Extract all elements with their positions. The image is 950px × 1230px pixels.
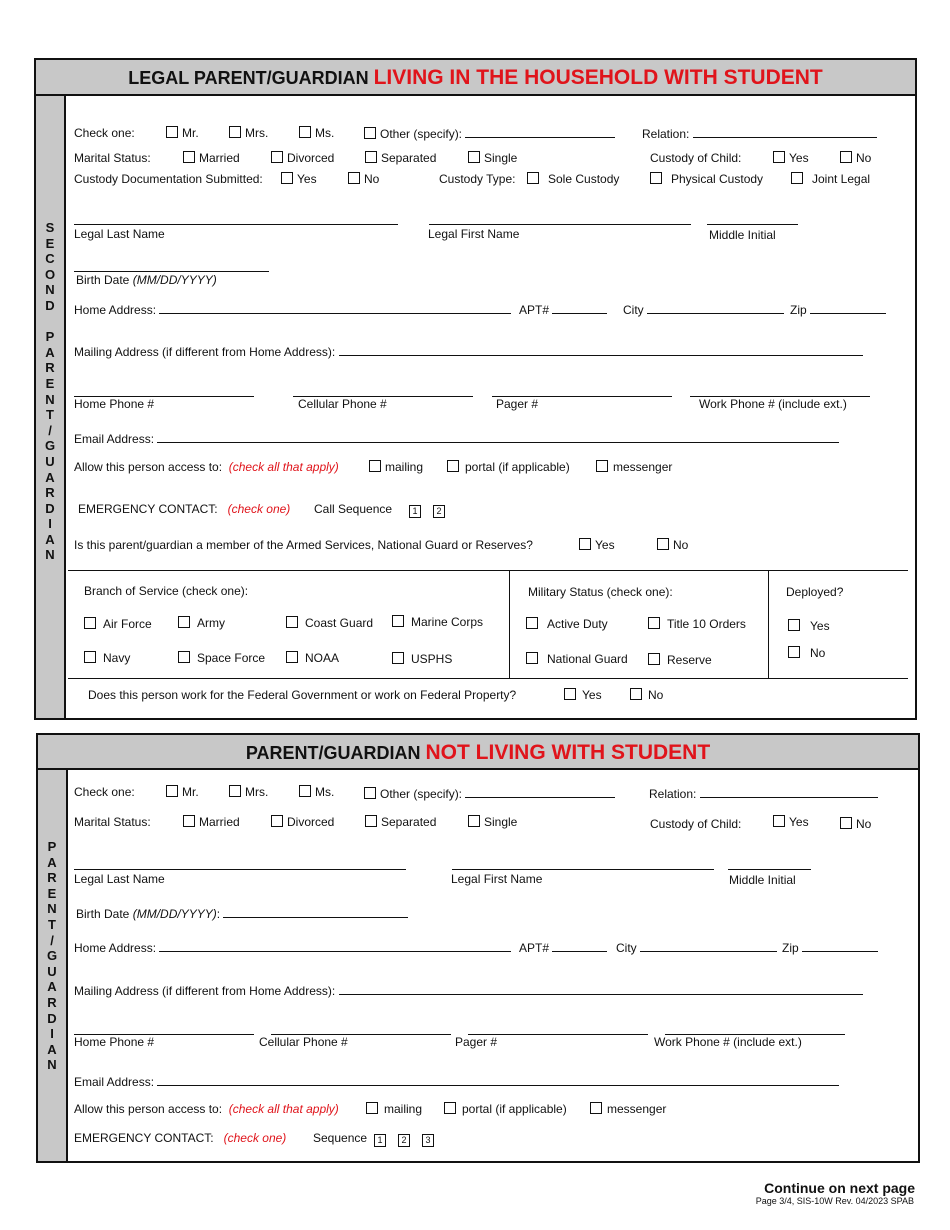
city-field[interactable]: City <box>616 940 777 955</box>
section-header <box>36 60 915 96</box>
relation-field[interactable]: Relation: <box>649 786 878 801</box>
sidebar-letter: U <box>45 453 55 469</box>
sequence-label: Sequence <box>313 1131 368 1145</box>
status-active-duty[interactable]: Active Duty <box>526 617 608 631</box>
sidebar-letter: R <box>45 360 55 376</box>
header-title: PARENT/GUARDIAN <box>245 743 426 763</box>
custody-no[interactable]: No <box>840 151 871 165</box>
sidebar-letter: I <box>50 1026 54 1042</box>
sequence-2[interactable]: 2 <box>398 1134 410 1147</box>
checkbox[interactable] <box>364 127 376 139</box>
custody-type-label: Custody Type: <box>439 172 516 186</box>
marital-status-label: Marital Status: <box>74 815 151 829</box>
title-mr[interactable]: Mr. <box>166 126 199 140</box>
status-title-10[interactable]: Title 10 Orders <box>648 617 746 631</box>
work-phone-label: Work Phone # (include ext.) <box>654 1035 802 1049</box>
access-portal[interactable]: portal (if applicable) <box>444 1102 567 1116</box>
home-phone-label: Home Phone # <box>74 397 155 411</box>
military-table-bottom <box>68 678 908 679</box>
branch-air-force[interactable]: Air Force <box>84 617 152 631</box>
sidebar-letter: D <box>47 1010 57 1026</box>
sidebar-letter: N <box>47 1057 57 1073</box>
custody-yes[interactable]: Yes <box>773 815 809 829</box>
legal-last-name-label: Legal Last Name <box>74 872 165 886</box>
branch-navy[interactable]: Navy <box>84 651 130 665</box>
mailing-address-field[interactable]: Mailing Address (if different from Home Address): <box>74 344 863 359</box>
sidebar-letter: A <box>45 344 55 360</box>
deployed-label: Deployed? <box>786 585 844 599</box>
sidebar-letter: N <box>45 547 55 563</box>
middle-initial-field[interactable] <box>728 869 811 870</box>
branch-usphs[interactable]: USPHS <box>392 652 452 666</box>
sidebar-letter <box>36 314 64 330</box>
branch-army[interactable]: Army <box>178 616 225 630</box>
sidebar-letter: C <box>45 251 55 267</box>
first-name-field[interactable] <box>429 224 691 225</box>
sidebar-letter: P <box>45 329 55 345</box>
sidebar-letter: N <box>47 901 57 917</box>
sidebar-letter: R <box>45 485 55 501</box>
branch-label: Branch of Service (check one): <box>84 584 249 598</box>
sidebar-letter: N <box>45 282 55 298</box>
emergency-contact-label: EMERGENCY CONTACT: (check one) <box>78 502 291 516</box>
access-messenger[interactable]: messenger <box>590 1102 666 1116</box>
armed-no[interactable]: No <box>657 538 688 552</box>
branch-coast-guard[interactable]: Coast Guard <box>286 616 373 630</box>
federal-question: Does this person work for the Federal Government or work on Federal Property? <box>88 688 517 702</box>
apt-field[interactable]: APT# <box>519 302 607 317</box>
custody-type-joint[interactable]: Joint Legal <box>791 172 870 186</box>
title-other[interactable]: Other (specify): <box>364 126 615 141</box>
sidebar-letter: R <box>47 994 57 1010</box>
military-status-label: Military Status (check one): <box>528 585 673 599</box>
military-table-top <box>68 570 908 571</box>
deployed-yes[interactable]: Yes <box>788 619 830 633</box>
email-field[interactable]: Email Address: <box>74 1074 839 1089</box>
pager-label: Pager # <box>496 397 539 411</box>
custody-doc-yes[interactable]: Yes <box>281 172 317 186</box>
birth-date-field[interactable]: Birth Date (MM/DD/YYYY): <box>76 906 408 921</box>
zip-field[interactable]: Zip <box>782 940 878 955</box>
sidebar-letter: N <box>45 391 55 407</box>
last-name-field[interactable] <box>74 224 398 225</box>
access-portal[interactable]: portal (if applicable) <box>447 460 570 474</box>
allow-access-label: Allow this person access to: (check all that apply) <box>74 1102 339 1116</box>
sidebar-letter: G <box>46 948 58 964</box>
branch-marine-corps[interactable]: Marine Corps <box>392 615 483 629</box>
marital-separated[interactable]: Separated <box>365 151 436 165</box>
sequence-options[interactable] <box>374 1132 446 1147</box>
sidebar-letter: U <box>47 963 57 979</box>
marital-married[interactable]: Married <box>183 151 240 165</box>
title-mrs[interactable]: Mrs. <box>229 126 268 140</box>
emergency-contact-label: EMERGENCY CONTACT: (check one) <box>74 1131 287 1145</box>
home-address-field[interactable]: Home Address: <box>74 302 511 317</box>
title-other[interactable]: Other (specify): <box>364 786 615 801</box>
header-title-highlight: LIVING IN THE HOUSEHOLD WITH STUDENT <box>373 66 823 89</box>
marital-divorced[interactable]: Divorced <box>271 151 334 165</box>
sidebar-letter: E <box>45 375 55 391</box>
relation-field[interactable]: Relation: <box>642 126 877 141</box>
marital-separated[interactable]: Separated <box>365 815 436 829</box>
military-divider-2 <box>768 570 769 678</box>
cell-phone-label: Cellular Phone # <box>259 1035 348 1049</box>
federal-no[interactable]: No <box>630 688 663 702</box>
call-sequence-options[interactable] <box>409 503 457 518</box>
status-national-guard[interactable]: National Guard <box>526 652 628 666</box>
sidebar-letter: R <box>47 870 57 886</box>
custody-of-child-label: Custody of Child: <box>650 151 742 165</box>
header-title-highlight: NOT LIVING WITH STUDENT <box>425 741 711 764</box>
sidebar-label <box>36 220 64 563</box>
armed-services-question: Is this parent/guardian a member of the Armed Services, National Guard or Reserves? <box>74 538 533 552</box>
legal-last-name-label: Legal Last Name <box>74 227 165 241</box>
sidebar-letter: A <box>47 854 57 870</box>
city-field[interactable]: City <box>623 302 784 317</box>
other-specify-field[interactable] <box>465 126 615 138</box>
custody-type-physical[interactable]: Physical Custody <box>650 172 763 186</box>
zip-field[interactable]: Zip <box>790 302 886 317</box>
legal-first-name-label: Legal First Name <box>428 227 520 241</box>
check-one-label: Check one: <box>74 126 135 140</box>
sequence-3[interactable]: 3 <box>422 1134 434 1147</box>
continue-next-page: Continue on next page <box>764 1180 915 1196</box>
call-sequence-label: Call Sequence <box>314 502 393 516</box>
work-phone-label: Work Phone # (include ext.) <box>699 397 847 411</box>
custody-no[interactable]: No <box>840 817 871 831</box>
deployed-no[interactable]: No <box>788 646 825 660</box>
sidebar-letter: O <box>44 266 56 282</box>
sidebar-letter: A <box>45 531 55 547</box>
sidebar-letter: E <box>47 885 57 901</box>
email-field[interactable]: Email Address: <box>74 431 839 446</box>
legal-first-name-label: Legal First Name <box>451 872 543 886</box>
middle-initial-label: Middle Initial <box>729 873 796 887</box>
sidebar-letter: P <box>47 839 57 854</box>
marital-divorced[interactable]: Divorced <box>271 815 334 829</box>
sidebar-letter: A <box>47 1041 57 1057</box>
sidebar-label <box>38 839 66 1073</box>
marital-married[interactable]: Married <box>183 815 240 829</box>
middle-initial-field[interactable] <box>707 224 798 225</box>
title-mrs[interactable]: Mrs. <box>229 785 268 799</box>
sidebar-letter: / <box>50 932 54 948</box>
marital-single[interactable]: Single <box>468 815 517 829</box>
page-info: Page 3/4, SIS-10W Rev. 04/2023 SPAB <box>755 1196 914 1206</box>
custody-of-child-label: Custody of Child: <box>650 817 742 831</box>
sequence-2[interactable]: 2 <box>433 505 445 518</box>
custody-yes[interactable]: Yes <box>773 151 809 165</box>
access-messenger[interactable]: messenger <box>596 460 672 474</box>
checkbox[interactable] <box>166 126 178 138</box>
middle-initial-label: Middle Initial <box>709 228 776 242</box>
allow-access-label: Allow this person access to: (check all that apply) <box>74 460 339 474</box>
sidebar-letter: I <box>48 516 52 532</box>
sidebar-letter: D <box>45 500 55 516</box>
marital-single[interactable]: Single <box>468 151 517 165</box>
sidebar-letter: S <box>45 220 55 235</box>
first-name-field[interactable] <box>452 869 714 870</box>
title-ms[interactable]: Ms. <box>299 785 334 799</box>
federal-yes[interactable]: Yes <box>564 688 602 702</box>
branch-space-force[interactable]: Space Force <box>178 651 265 665</box>
marital-status-label: Marital Status: <box>74 151 151 165</box>
home-phone-label: Home Phone # <box>74 1035 155 1049</box>
sidebar-letter: A <box>45 469 55 485</box>
sidebar-letter: T <box>48 916 56 932</box>
sequence-1[interactable]: 1 <box>409 505 421 518</box>
sidebar-letter: G <box>44 438 56 454</box>
cell-phone-label: Cellular Phone # <box>298 397 387 411</box>
check-one-label: Check one: <box>74 785 135 799</box>
section-sidebar <box>36 96 66 718</box>
home-address-field[interactable]: Home Address: <box>74 940 511 955</box>
sidebar-letter: D <box>45 297 55 313</box>
section-header <box>38 735 918 770</box>
section-sidebar <box>38 770 68 1161</box>
branch-noaa[interactable]: NOAA <box>286 651 339 665</box>
sequence-1[interactable]: 1 <box>374 1134 386 1147</box>
last-name-field[interactable] <box>74 869 406 870</box>
apt-field[interactable]: APT# <box>519 940 607 955</box>
mailing-address-field[interactable]: Mailing Address (if different from Home Address): <box>74 983 863 998</box>
military-divider-1 <box>509 570 510 678</box>
sidebar-letter: / <box>48 422 52 438</box>
sidebar-letter: A <box>47 979 57 995</box>
access-mailing[interactable]: mailing <box>369 460 423 474</box>
sidebar-letter: E <box>45 235 55 251</box>
checkbox[interactable] <box>299 126 311 138</box>
title-ms[interactable]: Ms. <box>299 126 334 140</box>
custody-type-sole[interactable]: Sole Custody <box>527 172 619 186</box>
birth-date-field[interactable] <box>74 271 269 272</box>
status-reserve[interactable]: Reserve <box>648 653 712 667</box>
checkbox[interactable] <box>229 126 241 138</box>
title-mr[interactable]: Mr. <box>166 785 199 799</box>
birth-date-label: Birth Date (MM/DD/YYYY) <box>76 273 217 287</box>
sidebar-letter: T <box>46 407 54 423</box>
pager-label: Pager # <box>455 1035 498 1049</box>
armed-yes[interactable]: Yes <box>579 538 615 552</box>
custody-doc-label: Custody Documentation Submitted: <box>74 172 263 186</box>
header-title: LEGAL PARENT/GUARDIAN <box>128 68 374 88</box>
custody-doc-no[interactable]: No <box>348 172 379 186</box>
access-mailing[interactable]: mailing <box>366 1102 422 1116</box>
